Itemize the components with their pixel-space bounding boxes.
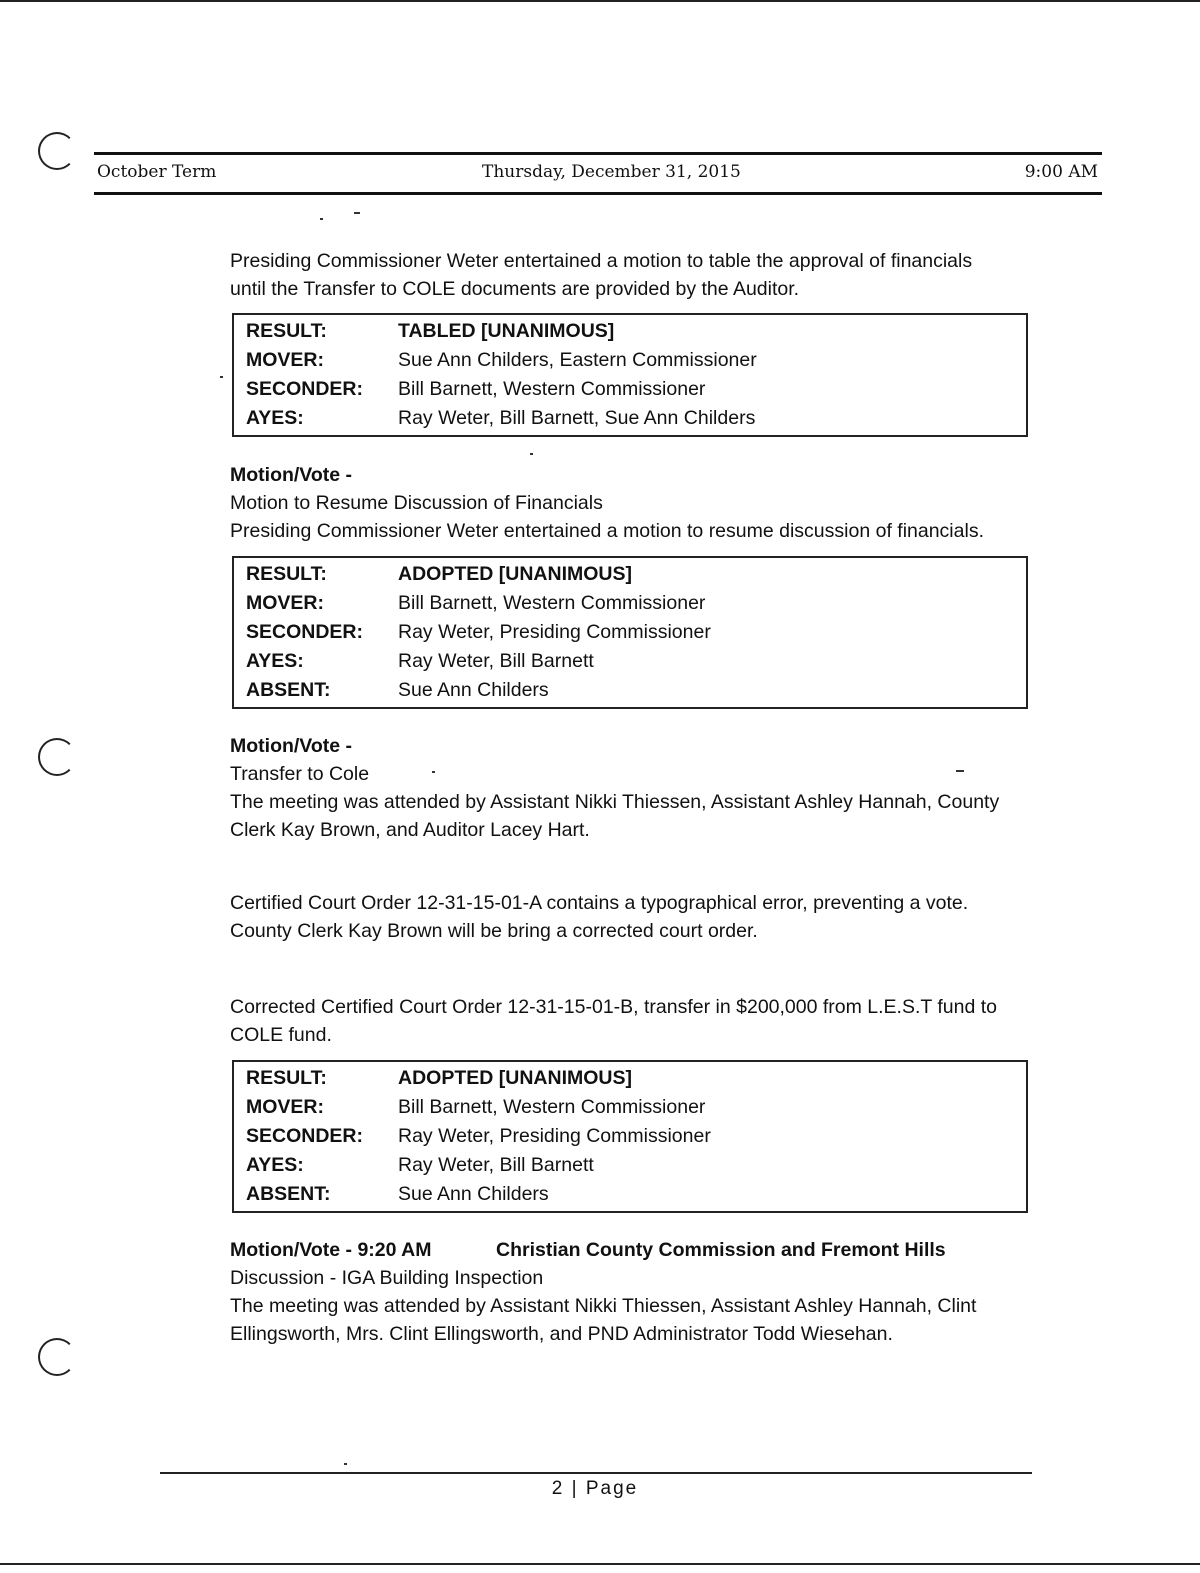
vote-row-result — [234, 560, 1026, 589]
scan-speck — [432, 771, 435, 773]
vote-row-mover — [234, 589, 1026, 618]
vote-row-ayes — [234, 1151, 1026, 1180]
vote-value: TABLED [UNANIMOUS] — [398, 320, 615, 342]
vote-value: Ray Weter, Bill Barnett, Sue Ann Childers — [398, 407, 756, 429]
section2-heading: Motion/Vote - — [230, 464, 353, 486]
vote-row-mover — [234, 346, 1026, 375]
vote-label: RESULT: — [246, 1067, 327, 1089]
vote-row-absent — [234, 1180, 1026, 1209]
section2-subheading: Motion to Resume Discussion of Financials — [230, 492, 603, 514]
header-time: 9:00 AM — [1024, 162, 1098, 182]
vote-label: RESULT: — [246, 320, 327, 342]
vote-row-ayes — [234, 404, 1026, 433]
scan-top-edge — [0, 0, 1200, 2]
section3-error-note: Certified Court Order 12-31-15-01-A contains a typographical error, preventing a vote. County Clerk Kay Brown will be bring a corrected court order. — [230, 892, 969, 942]
vote-row-ayes — [234, 647, 1026, 676]
scan-speck — [320, 218, 323, 220]
header-rule-top — [94, 152, 1102, 155]
section3-text: Motion/Vote - Transfer to Cole The meeting was attended by Assistant Nikki Thiessen, Assistant Ashley Hannah, County Clerk Kay Brown, and Auditor Lacey Hart. — [230, 732, 1040, 844]
section4-attendance: The meeting was attended by Assistant Nikki Thiessen, Assistant Ashley Hannah, Clint — [230, 1295, 977, 1317]
page-number: 2 | Page — [551, 1478, 639, 1499]
vote-table-section1 — [232, 313, 1028, 437]
vote-row-mover — [234, 1093, 1026, 1122]
vote-value: ADOPTED [UNANIMOUS] — [398, 1067, 632, 1089]
vote-label: MOVER: — [246, 592, 324, 614]
header-term: October Term — [97, 162, 217, 182]
vote-row-result — [234, 1064, 1026, 1093]
section4-heading-row — [230, 1236, 1040, 1264]
header-rule-bottom — [94, 192, 1102, 195]
section3-heading: Motion/Vote - — [230, 735, 353, 757]
scan-speck — [956, 770, 964, 772]
punch-hole — [38, 132, 76, 170]
footer-rule — [160, 1472, 1032, 1474]
vote-label: AYES: — [246, 1154, 304, 1176]
section3-corrected-note: Corrected Certified Court Order 12-31-15-01-B, transfer in $200,000 from L.E.S.T fund to COLE fund. — [230, 996, 998, 1046]
vote-value: ADOPTED [UNANIMOUS] — [398, 563, 632, 585]
vote-label: ABSENT: — [246, 1183, 331, 1205]
section3-attendance: The meeting was attended by Assistant Nikki Thiessen, Assistant Ashley Hannah, County — [230, 791, 1000, 813]
vote-label: ABSENT: — [246, 679, 331, 701]
section1-text: Presiding Commissioner Weter entertained a motion to table the approval of financials until the Transfer to COLE documents are provided by the Auditor. — [230, 250, 973, 300]
section4-heading: Motion/Vote - 9:20 AM — [230, 1239, 432, 1261]
vote-label: SECONDER: — [246, 621, 364, 643]
vote-row-seconder — [234, 1122, 1026, 1151]
vote-row-seconder — [234, 375, 1026, 404]
vote-value: Sue Ann Childers, Eastern Commissioner — [398, 349, 757, 371]
vote-row-seconder — [234, 618, 1026, 647]
vote-label: MOVER: — [246, 349, 324, 371]
vote-value: Bill Barnett, Western Commissioner — [398, 592, 706, 614]
vote-value: Bill Barnett, Western Commissioner — [398, 378, 706, 400]
header-date: Thursday, December 31, 2015 — [482, 162, 741, 182]
vote-label: MOVER: — [246, 1096, 324, 1118]
vote-value: Sue Ann Childers — [398, 679, 549, 701]
scan-speck — [530, 453, 533, 455]
section2-text — [230, 461, 1040, 545]
vote-value: Bill Barnett, Western Commissioner — [398, 1096, 706, 1118]
punch-hole — [38, 1338, 76, 1376]
vote-row-result — [234, 317, 1026, 346]
vote-row-absent — [234, 676, 1026, 705]
scan-speck — [354, 212, 360, 214]
vote-label: AYES: — [246, 407, 304, 429]
vote-table-section2 — [232, 556, 1028, 709]
section3-subheading: Transfer to Cole — [230, 763, 370, 785]
scan-speck — [344, 1463, 347, 1465]
punch-hole — [38, 738, 76, 776]
vote-value: Ray Weter, Presiding Commissioner — [398, 1125, 711, 1147]
vote-label: RESULT: — [246, 563, 327, 585]
vote-label: AYES: — [246, 650, 304, 672]
vote-label: SECONDER: — [246, 1125, 364, 1147]
vote-label: SECONDER: — [246, 378, 364, 400]
section4-subheading: Discussion - IGA Building Inspection — [230, 1267, 544, 1289]
vote-value: Ray Weter, Bill Barnett — [398, 650, 594, 672]
scan-bottom-edge — [0, 1563, 1200, 1565]
scan-speck — [220, 376, 223, 378]
section4-text: Motion/Vote - 9:20 AM Christian County Commission and Fremont Hills Discussion - IGA Building Inspection The meeting was attended by Assistant Nikki Thiessen, Assistant Ashley Hannah, Clint Ellingsworth, Mrs. Clint Ellingsworth, and PND Administrator Todd Wiesehan. — [230, 1236, 1040, 1348]
vote-value: Sue Ann Childers — [398, 1183, 549, 1205]
vote-value: Ray Weter, Presiding Commissioner — [398, 621, 711, 643]
section4-heading-title: Christian County Commission and Fremont Hills — [496, 1239, 946, 1261]
vote-table-section3 — [232, 1060, 1028, 1213]
vote-value: Ray Weter, Bill Barnett — [398, 1154, 594, 1176]
section2-body: Presiding Commissioner Weter entertained a motion to resume discussion of financials. — [230, 520, 984, 542]
